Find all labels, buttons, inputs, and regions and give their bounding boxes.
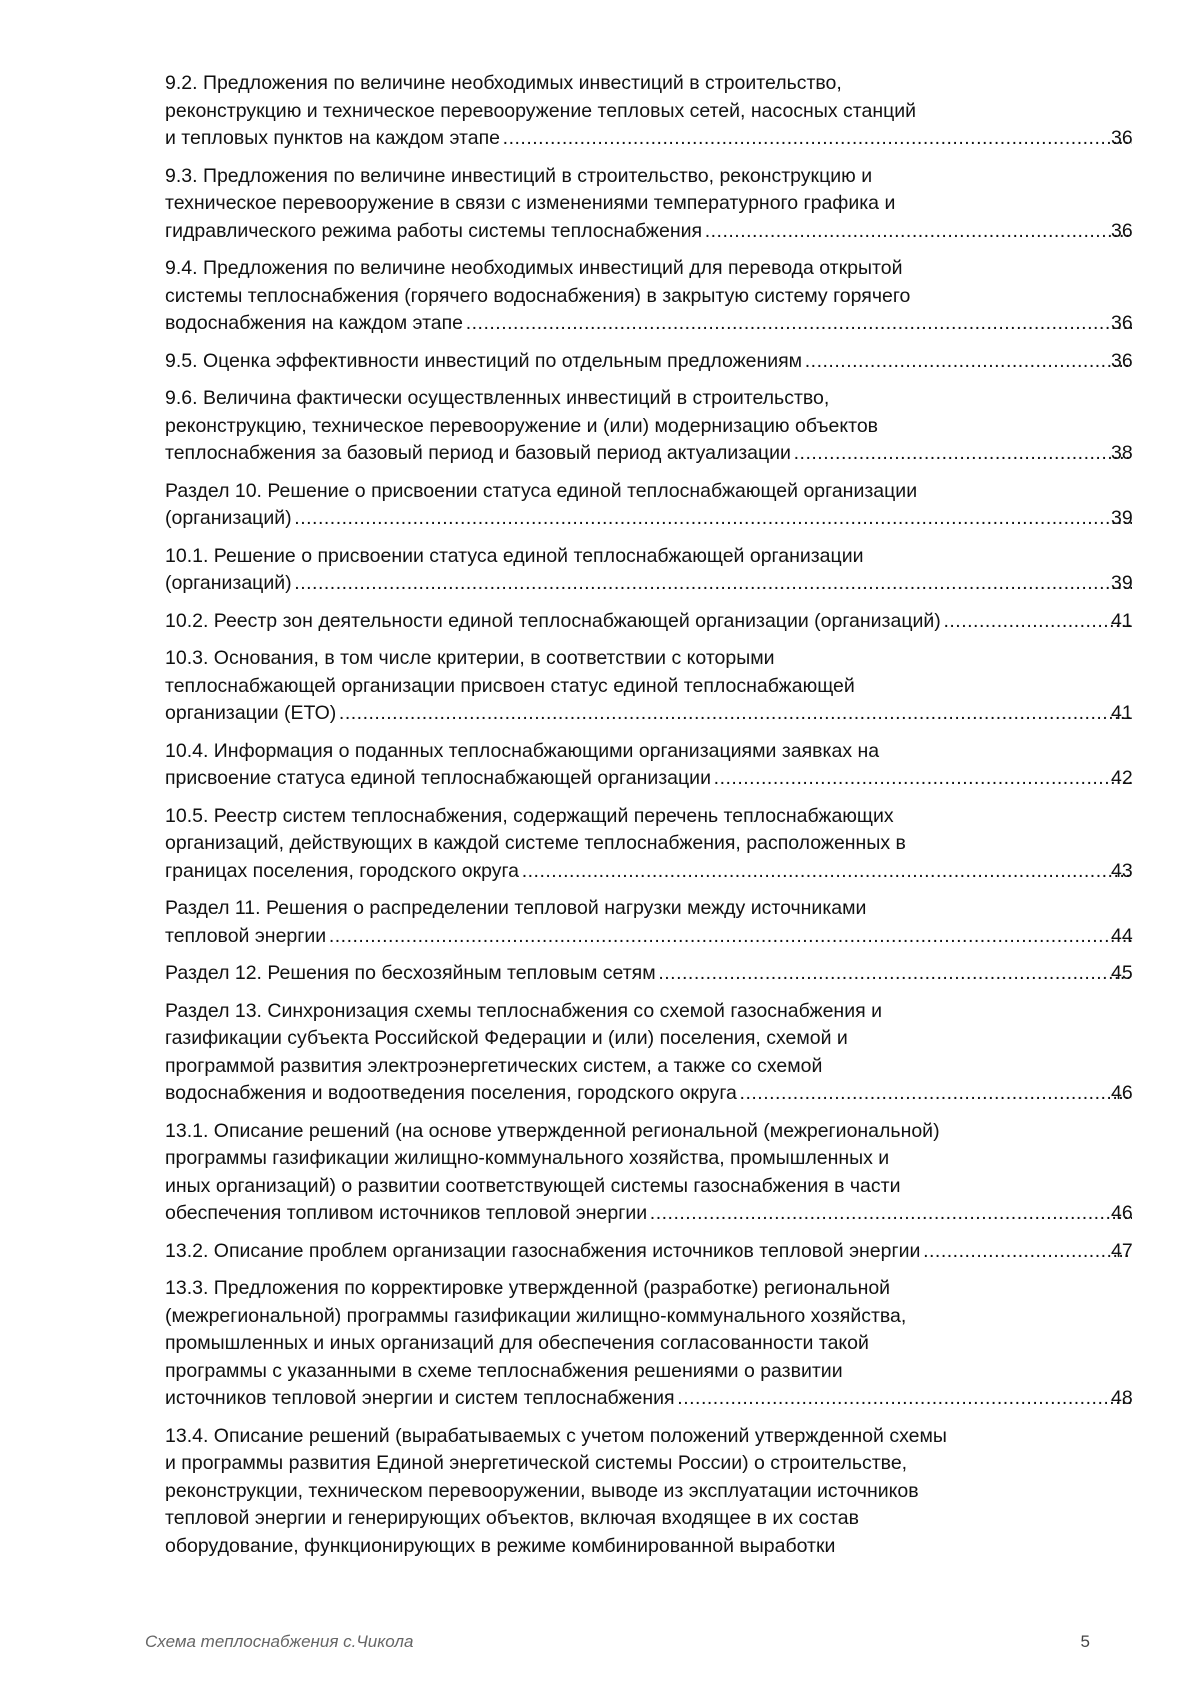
toc-entry-last-line: (организаций) ..... 39 (189, 505, 1135, 533)
toc-entry-last-line: границах поселения, городского округа ..... 43 (189, 858, 1135, 886)
toc-entry[interactable] (165, 478, 1135, 533)
toc-entry-text-line: Раздел 13. Синхронизация схемы теплоснабжения со схемой газоснабжения и (165, 999, 882, 1022)
toc-entry-last-line: (организаций) ..... 39 (189, 570, 1135, 598)
toc-dot-leader (522, 858, 1132, 886)
toc-entry-text-line: присвоение статуса единой теплоснабжающей организации (165, 767, 711, 789)
toc-dot-leader (794, 440, 1132, 468)
toc-entry-text-line: водоснабжения и водоотведения поселения, городского округа (165, 1082, 737, 1104)
toc-entry-text-line: программы с указанными в схеме теплоснабжения решениями о развитии (165, 1359, 843, 1382)
toc-dot-leader (503, 125, 1132, 153)
toc-entry[interactable] (165, 895, 1135, 950)
toc-dot-leader (805, 348, 1132, 376)
toc-entry[interactable] (165, 1423, 1135, 1561)
toc-entry-text-line: техническое перевооружение в связи с изменениями температурного графика и (165, 192, 896, 214)
toc-entry-text-line: промышленных и иных организаций для обеспечения согласованности такой (165, 1332, 869, 1354)
toc-entry-text-line: 10.3. Основания, в том числе критерии, в соответствии с которыми (165, 647, 775, 669)
toc-entry-text-line: обеспечения топливом источников тепловой энергии (165, 1202, 648, 1224)
toc-entry-text-line: иных организаций) о развитии соответствующей системы газоснабжения в части (165, 1174, 901, 1197)
toc-entry-last-line: обеспечения топливом источников тепловой энергии ..... 46 (189, 1200, 1135, 1228)
toc-entry-last-line: тепловой энергии ..... 44 (189, 923, 1135, 951)
toc-dot-leader (339, 700, 1132, 728)
toc-entry-text-line: газификации субъекта Российской Федерации и (или) поселения, схемой и (165, 1027, 848, 1049)
toc-entry[interactable] (165, 255, 1135, 338)
toc-entry-text-line: реконструкцию, техническое перевооружение и (или) модернизацию объектов (165, 414, 879, 437)
toc-entry[interactable] (165, 163, 1135, 246)
footer-document-title: Схема теплоснабжения с.Чикола (145, 1632, 414, 1651)
toc-entry-text-line: Раздел 12. Решения по бесхозяйным тепловым сетям (165, 962, 656, 984)
toc-entry-text-line: 13.1. Описание решений (на основе утвержденной региональной (межрегиональной) (165, 1119, 940, 1142)
toc-entry-text-line: (организаций) (165, 572, 292, 594)
toc-entry-text-line: 10.4. Информация о поданных теплоснабжающими организациями заявках на (165, 739, 880, 762)
toc-entry-text-line: 9.6. Величина фактически осуществленных инвестиций в строительство, (165, 387, 830, 409)
toc-entry-last-line: присвоение статуса единой теплоснабжающей организации ..... 42 (189, 765, 1135, 793)
toc-entry-last-line: 9.5. Оценка эффективности инвестиций по отдельным предложениям ..... 36 (189, 348, 1135, 376)
toc-entry[interactable] (165, 998, 1135, 1108)
toc-entry-text-line: тепловой энергии (165, 924, 327, 947)
toc-entry[interactable] (165, 803, 1135, 886)
toc-entry-text-line: 9.5. Оценка эффективности инвестиций по отдельным предложениям (165, 349, 803, 372)
footer-page-number: 5 (1080, 1632, 1090, 1651)
toc-entry-text-line: программы газификации жилищно-коммунального хозяйства, промышленных и (165, 1147, 890, 1169)
toc-entry-text-line: 13.2. Описание проблем организации газоснабжения источников тепловой энергии (165, 1239, 921, 1262)
toc-dot-leader (650, 1200, 1132, 1228)
toc-entry-last-line: и тепловых пунктов на каждом этапе ..... 36 (189, 125, 1135, 153)
toc-entry-text-line: 9.2. Предложения по величине необходимых инвестиций в строительство, (165, 72, 842, 94)
toc-dot-leader (714, 765, 1132, 793)
toc-entry-text-line: водоснабжения на каждом этапе (165, 312, 464, 334)
toc-entry-text-line: теплоснабжающей организации присвоен статус единой теплоснабжающей (165, 674, 855, 697)
toc-dot-leader (295, 505, 1132, 533)
toc-entry-last-line: теплоснабжения за базовый период и базовый период актуализации ..... 38 (189, 440, 1135, 468)
toc-entry-text-line: реконструкцию и техническое перевооружение тепловых сетей, насосных станций (165, 99, 917, 122)
toc-dot-leader (466, 310, 1132, 338)
toc-entry-text-line: Раздел 10. Решение о присвоении статуса единой теплоснабжающей организации (165, 479, 918, 502)
toc-entry-last-line: водоснабжения на каждом этапе ..... 36 (189, 310, 1135, 338)
toc-entry-last-line: источников тепловой энергии и систем теплоснабжения ..... 48 (189, 1385, 1135, 1413)
toc-entry-last-line: водоснабжения и водоотведения поселения, городского округа ..... 46 (189, 1080, 1135, 1108)
toc-entry[interactable] (165, 960, 1135, 988)
toc-entry-text-line: организаций, действующих в каждой системе теплоснабжения, расположенных в (165, 832, 906, 854)
toc-entry-text-line: источников тепловой энергии и систем теплоснабжения (165, 1387, 675, 1409)
toc-entry-text-line: оборудование, функционирующих в режиме комбинированной выработки (165, 1534, 836, 1557)
toc-entry-text-line: и тепловых пунктов на каждом этапе (165, 127, 500, 149)
toc-entry-last-line: Раздел 12. Решения по бесхозяйным тепловым сетям ..... 45 (189, 960, 1135, 988)
toc-entry-text-line: гидравлического режима работы системы теплоснабжения (165, 219, 703, 242)
toc-entry[interactable] (165, 1275, 1135, 1413)
toc-entry[interactable] (165, 385, 1135, 468)
toc-entry[interactable] (165, 348, 1135, 376)
toc-entry-text-line: тепловой энергии и генерирующих объектов, включая входящее в их состав (165, 1507, 859, 1529)
toc-entry-text-line: теплоснабжения за базовый период и базовый период актуализации (165, 442, 791, 464)
toc-entry[interactable] (165, 1118, 1135, 1228)
toc-entry[interactable] (165, 70, 1135, 153)
toc-entry-text-line: 10.1. Решение о присвоении статуса единой теплоснабжающей организации (165, 544, 864, 567)
toc-entry-text-line: 9.3. Предложения по величине инвестиций в строительство, реконструкцию и (165, 164, 873, 187)
toc-entry[interactable] (165, 1238, 1135, 1266)
toc-entry[interactable] (165, 543, 1135, 598)
toc-entry-text-line: 9.4. Предложения по величине необходимых инвестиций для перевода открытой (165, 257, 903, 279)
toc-entry-text-line: (межрегиональной) программы газификации жилищно-коммунального хозяйства, (165, 1304, 907, 1327)
toc-entry[interactable] (165, 608, 1135, 636)
page-footer (145, 1632, 1090, 1652)
toc-entry-text-line: 13.4. Описание решений (вырабатываемых с учетом положений утвержденной схемы (165, 1424, 947, 1447)
toc-entry-text-line: (организаций) (165, 507, 292, 529)
toc-entry-last-line: 10.2. Реестр зон деятельности единой теплоснабжающей организации (организаций) ..... 41 (189, 608, 1135, 636)
toc-dot-leader (923, 1238, 1132, 1266)
toc-entry-text-line: 10.2. Реестр зон деятельности единой теплоснабжающей организации (организаций) (165, 609, 941, 632)
toc-dot-leader (659, 960, 1132, 988)
table-of-contents (165, 70, 1135, 1570)
toc-entry-text-line: границах поселения, городского округа (165, 859, 520, 882)
toc-entry-text-line: 13.3. Предложения по корректировке утвержденной (разработке) региональной (165, 1277, 891, 1299)
toc-entry-text-line: Раздел 11. Решения о распределении тепловой нагрузки между источниками (165, 897, 867, 919)
toc-entry-text-line: реконструкции, техническом перевооружении, выводе из эксплуатации источников (165, 1479, 919, 1502)
toc-dot-leader (295, 570, 1132, 598)
toc-dot-leader (678, 1385, 1132, 1413)
toc-entry[interactable] (165, 738, 1135, 793)
toc-dot-leader (329, 923, 1132, 951)
toc-entry-text-line: 10.5. Реестр систем теплоснабжения, содержащий перечень теплоснабжающих (165, 804, 894, 827)
toc-entry-last-line: гидравлического режима работы системы теплоснабжения ..... 36 (189, 218, 1135, 246)
toc-dot-leader (705, 218, 1132, 246)
toc-entry-text-line: системы теплоснабжения (горячего водоснабжения) в закрытую систему горячего (165, 284, 911, 307)
toc-entry-text-line: организации (ЕТО) (165, 702, 337, 724)
toc-entry-last-line: организации (ЕТО) ..... 41 (189, 700, 1135, 728)
toc-entry-text-line: программой развития электроэнергетических систем, а также со схемой (165, 1054, 823, 1077)
toc-entry[interactable] (165, 645, 1135, 728)
toc-dot-leader (740, 1080, 1132, 1108)
toc-entry-text-line: и программы развития Единой энергетической системы России) о строительстве, (165, 1452, 908, 1474)
toc-entry-last-line: 13.2. Описание проблем организации газоснабжения источников тепловой энергии ..... 47 (189, 1238, 1135, 1266)
toc-dot-leader (944, 608, 1132, 636)
